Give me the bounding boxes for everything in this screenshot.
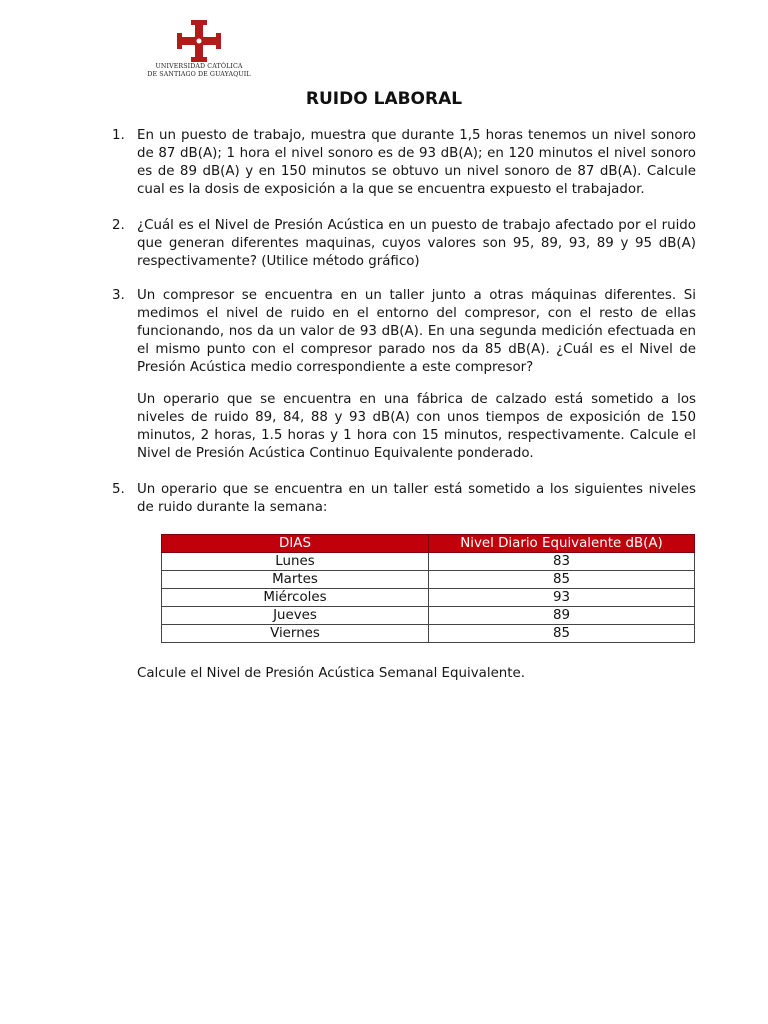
level-cell: 85 [429,571,695,589]
question-text: En un puesto de trabajo, muestra que durante 1,5 horas tenemos un nivel sonoro de 87 dB(A); 1 hora el nivel sonoro es de 93 dB(A); en 120 minutos el nivel sonoro es de 89 dB(A) y en 150 minutos se obtuvo un nivel sonoro de 87 dB(A). Calcule cual es la dosis de exposición a la que se encuentra expuesto el trabajador. [137,128,696,197]
day-cell: Miércoles [162,589,429,607]
level-cell: 85 [429,625,695,643]
question-4-paragraph: Un operario que se encuentra en una fábrica de calzado está sometido a los niveles de ruido 89, 84, 88 y 93 dB(A) con unos tiempos de exposición de 150 minutos, 2 horas, 1.5 horas y 1 hora con 15 minutos, respectivamente. Calcule el Nivel de Presión Acústica Continuo Equivalente ponderado. [137,392,696,461]
question-number: 1. [112,128,125,143]
question-text: Un compresor se encuentra en un taller junto a otras máquinas diferentes. Si medimos el nivel de ruido en el entorno del compresor, con el resto de ellas funcionando, nos da un valor de 93 dB(A). En una segunda medición efectuada en el mismo punto con el compresor parado nos da 85 dB(A). ¿Cuál es el Nivel de Presión Acústica medio correspondiente a este compresor? [137,288,696,375]
university-name-line2: DE SANTIAGO DE GUAYAQUIL [147,70,251,78]
column-header-days: DIAS [162,535,429,553]
question-2 [112,217,696,271]
day-cell: Martes [162,571,429,589]
question-number: 2. [112,218,125,233]
question-number: 3. [112,288,125,303]
table-row [162,589,695,607]
table-row [162,553,695,571]
jerusalem-cross-icon [177,20,221,62]
day-cell: Jueves [162,607,429,625]
university-name-line1: UNIVERSIDAD CATÓLICA [155,63,243,70]
question-5 [112,481,696,517]
table-row [162,625,695,643]
page-title: RUIDO LABORAL [305,89,463,109]
table-row [162,607,695,625]
day-cell: Lunes [162,553,429,571]
university-logo [136,20,262,82]
question-1 [112,127,696,199]
level-cell: 89 [429,607,695,625]
question-text: ¿Cuál es el Nivel de Presión Acústica en un puesto de trabajo afectado por el ruido que generan diferentes maquinas, cuyos valores son 95, 89, 93, 89 y 95 dB(A) respectivamente? (Utilice método gráfico) [137,218,696,269]
level-cell: 83 [429,553,695,571]
level-cell: 93 [429,589,695,607]
closing-instruction: Calcule el Nivel de Presión Acústica Semanal Equivalente. [137,666,526,681]
table-row [162,571,695,589]
question-3 [112,287,696,377]
day-cell: Viernes [162,625,429,643]
weekly-noise-table [161,534,695,643]
question-number: 5. [112,482,125,497]
column-header-level: Nivel Diario Equivalente dB(A) [429,535,695,553]
table-header-row [162,535,695,553]
question-text: Un operario que se encuentra en un taller está sometido a los siguientes niveles de ruido durante la semana: [137,482,696,515]
